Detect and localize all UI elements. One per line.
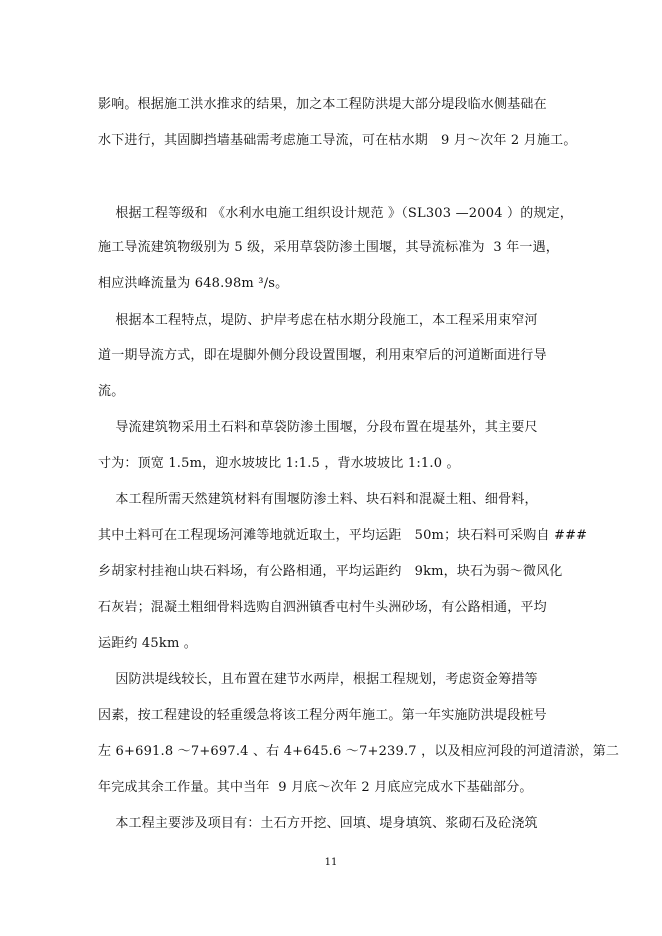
text-line: 水下进行，其固脚挡墙基础需考虑施工导流，可在枯水期 9 月～次年 2 月施工。 [98, 133, 577, 148]
text-line: 寸为：顶宽 1.5m，迎水坡坡比 1:1.5 ，背水坡坡比 1:1.0 。 [98, 456, 460, 471]
text-line: 运距约 45km 。 [98, 636, 198, 651]
text-line: 左 6+691.8 ～7+697.4 、右 4+645.6 ～7+239.7 ，以及相应河段的河道清淤，第二 [98, 744, 620, 759]
text-line: 因防洪堤线较长，且布置在建节水两岸，根据工程规划，考虑资金筹措等 [98, 672, 538, 687]
text-line: 相应洪峰流量为 648.98m ³/s。 [98, 276, 289, 291]
text-line: 石灰岩；混凝土粗细骨料选购自泗洲镇香屯村牛头洲砂场，有公路相通，平均 [98, 600, 547, 615]
text-line: 其中土料可在工程现场河滩等地就近取土，平均运距 50m；块石料可采购自 ### [98, 528, 588, 543]
text-line: 道一期导流方式，即在堤脚外侧分段设置围堰，利用束窄后的河道断面进行导 [98, 348, 547, 363]
text-line: 根据本工程特点，堤防、护岸考虑在枯水期分段施工，本工程采用束窄河 [98, 313, 538, 328]
text-line: 施工导流建筑物级别为 5 级，采用草袋防渗土围堰，其导流标准为 3 年一遇， [98, 240, 560, 255]
text-line: 本工程主要涉及项目有：土石方开挖、回填、堤身填筑、浆砌石及砼浇筑 [98, 816, 538, 831]
page-number: 11 [324, 857, 338, 868]
text-line: 本工程所需天然建筑材料有围堰防渗土料、块石料和混凝土粗、细骨料， [98, 492, 538, 507]
text-line: 因素，按工程建设的轻重缓急将该工程分两年施工。第一年实施防洪堤段桩号 [98, 708, 547, 723]
text-line: 根据工程等级和 《水利水电施工组织设计规范 》（SL303 —2004 ）的规定， [98, 206, 573, 221]
text-line: 年完成其余工作量。其中当年 9 月底～次年 2 月底应完成水下基础部分。 [98, 780, 533, 795]
text-line: 乡胡家村挂袍山块石料场，有公路相通，平均运距约 9km，块石为弱～微风化 [98, 564, 563, 579]
text-line: 导流建筑物采用土石料和草袋防渗土围堰，分段布置在堤基外，其主要尺 [98, 420, 538, 435]
text-line: 影响。根据施工洪水推求的结果，加之本工程防洪堤大部分堤段临水侧基础在 [98, 97, 547, 112]
text-line: 流。 [98, 384, 125, 399]
